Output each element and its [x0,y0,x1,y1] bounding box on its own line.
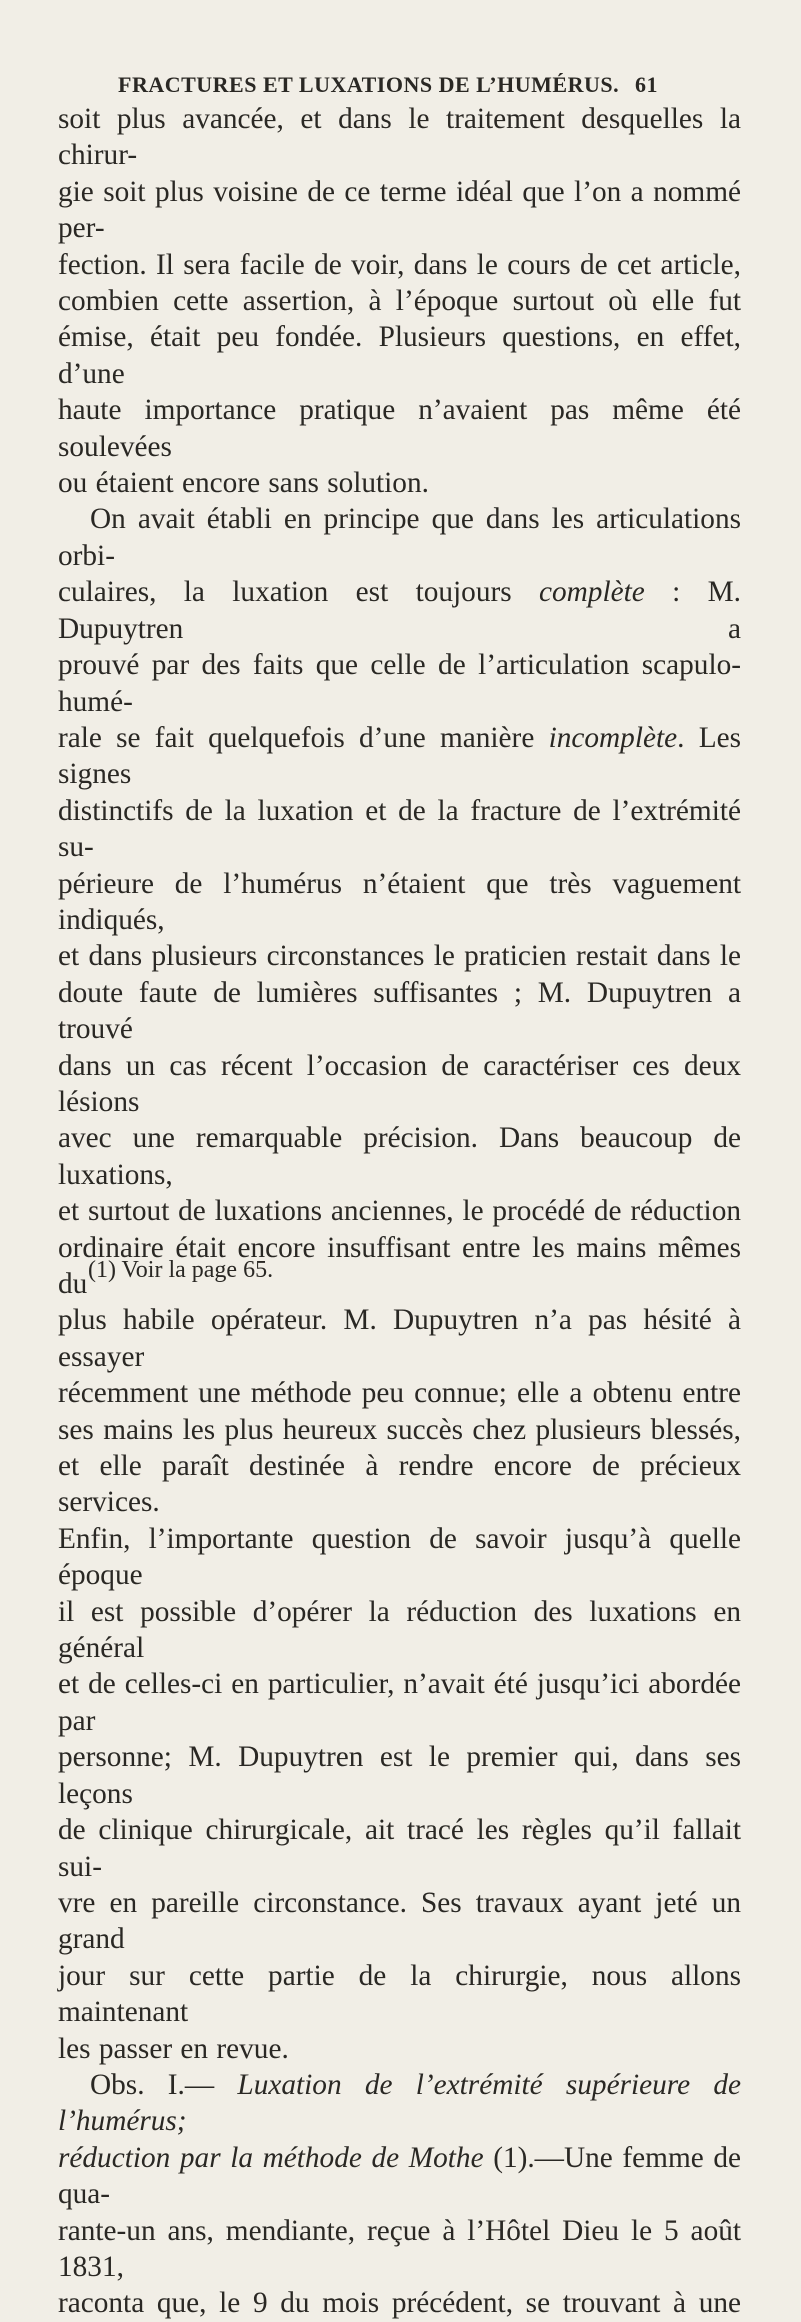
text-line: fection. Il sera facile de voir, dans le cours de cet article, [58,248,741,281]
text-line: doute faute de lumières suffisantes ; M. Dupuytren a trouvé [58,976,741,1046]
text-line: gie soit plus voisine de ce terme idéal que l’on a nommé per- [58,175,741,245]
text-line: personne; M. Dupuytren est le premier qui, dans ses leçons [58,1741,741,1810]
text-line: ordinaire était encore insuffisant entre les mains mêmes du [58,1231,741,1300]
text-line: distinctifs de la luxation et de la fracture de l’extrémité su- [58,794,741,864]
text-line: et de celles-ci en particulier, n’avait été jusqu’ici abordée par [58,1668,741,1737]
text-line: raconta que, le 9 du mois précédent, se trouvant à une [58,2287,741,2320]
running-header [118,72,658,98]
text-line: prouvé par des faits que celle de l’articulation scapulo-humé- [58,649,741,718]
text-line: les passer en revue. [58,2032,289,2065]
text-line: et dans plusieurs circonstances le praticien restait dans le [58,940,741,973]
text-line: vre en pareille circonstance. Ses travaux ayant jeté un grand [58,1886,741,1956]
text-line: On avait établi en principe que dans les articulations orbi- [58,503,741,572]
text-line: jour sur cette partie de la chirurgie, nous allons maintenant [58,1959,741,2029]
text-line: de clinique chirurgicale, ait tracé les règles qu’il fallait sui- [58,1814,741,1883]
header-title: FRACTURES ET LUXATIONS DE L’HUMÉRUS. [118,72,620,97]
text-line: ses mains les plus heureux succès chez plusieurs blessés, [58,1413,741,1446]
text-line: et elle paraît destinée à rendre encore de précieux services. [58,1450,741,1519]
text-line: et surtout de luxations anciennes, le procédé de réduction [58,1195,741,1228]
text-line: Obs. I.— Luxation de l’extrémité supérieure de l’humérus; [58,2068,741,2138]
text-line: avec une remarquable précision. Dans beaucoup de luxations, [58,1122,741,1191]
obs-label: Obs. I.— [90,2068,238,2101]
emphasis: complète [539,576,645,609]
body-text [58,101,741,2322]
text-line: récemment une méthode peu connue; elle a obtenu entre [58,1377,741,1410]
emphasis: incomplète [548,721,678,754]
text-line: rante-un ans, mendiante, reçue à l’Hôtel Dieu le 5 août 1831, [58,2214,741,2283]
text-line: dans un cas récent l’occasion de caractériser ces deux lésions [58,1049,741,1118]
text-line: Enfin, l’importante question de savoir jusqu’à quelle époque [58,1522,741,1592]
text-line: rale se fait quelquefois d’une manière incomplète. Les signes [58,721,741,791]
text-line: combien cette assertion, à l’époque surtout où elle fut [58,285,741,318]
text-line: ou étaient encore sans solution. [58,467,429,500]
text-line: périeure de l’humérus n’étaient que très vaguement indiqués, [58,867,741,936]
text-line: haute importance pratique n’avaient pas même été soulevées [58,394,741,463]
text-line: culaires, la luxation est toujours complète : M. Dupuytren a [58,576,741,645]
footnote: (1) Voir la page 65. [88,1257,274,1283]
text-line: il est possible d’opérer la réduction des luxations en général [58,1595,741,1665]
page-number: 61 [635,72,658,97]
text-line: réduction par la méthode de Mothe (1).—Une femme de qua- [58,2141,741,2211]
text-line: plus habile opérateur. M. Dupuytren n’a pas hésité à essayer [58,1304,741,1373]
text-line: soit plus avancée, et dans le traitement desquelles la chirur- [58,103,741,172]
text-line: émise, était peu fondée. Plusieurs questions, en effet, d’une [58,321,741,390]
